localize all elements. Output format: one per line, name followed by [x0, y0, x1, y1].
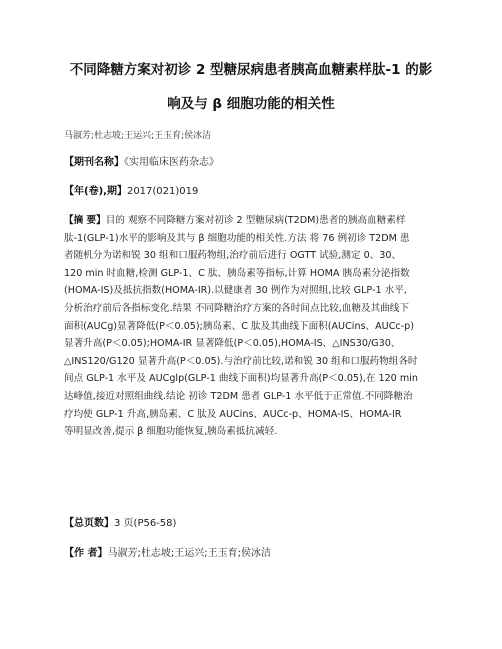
abstract-line: 面积(AUCg)显著降低(P＜0.05);胰岛素、C 肽及其曲线下面积(AUCins、AUCc-p) [64, 320, 414, 332]
abstract-block [64, 212, 440, 441]
paper-title-line-2: 响及与 β 细胞功能的相关性 [167, 96, 335, 112]
year-issue-field [64, 182, 198, 197]
total-pages-field [64, 514, 176, 529]
authors-label: 【作 者】 [64, 548, 108, 559]
abstract-line: 分析治疗前后各指标变化.结果 不同降糖治疗方案的各时间点比较,血糖及其曲线下 [64, 302, 409, 314]
year-issue-value: 2017(021)019 [126, 186, 199, 197]
author-byline: 马淑芳;杜志坡;王运兴;王玉育;侯冰洁 [64, 131, 212, 141]
abstract-line: 达峰值,接近对照组曲线.结论 初诊 T2DM 患者 GLP-1 水平低于正常值.不同降糖治 [64, 390, 413, 402]
journal-value: 《实用临床医药杂志》 [124, 157, 219, 168]
abstract-line: 显著升高(P＜0.05);HOMA-IR 显著降低(P＜0.05),HOMA-IS、△INS30/G30、 [64, 338, 401, 350]
journal-field [64, 153, 219, 168]
paper-title-line-1: 不同降糖方案对初诊 2 型糖尿病患者胰高血糖素样肽-1 的影 [69, 62, 433, 78]
abstract-line: 肽-1(GLP-1)水平的影响及其与 β 细胞功能的相关性.方法 将 76 例初诊 T2DM 患 [64, 232, 410, 244]
abstract-line: 等明显改善,提示 β 细胞功能恢复,胰岛素抵抗减轻. [64, 426, 278, 438]
journal-label: 【期刊名称】 [64, 157, 124, 168]
abstract-line: △INS120/G120 显著升高(P＜0.05).与治疗前比较,诺和锐 30 组和口服药物组各时 [64, 355, 418, 367]
abstract-line: (HOMA-IS)及抵抗指数(HOMA-IR).以健康者 30 例作为对照组,比较 GLP-1 水平, [64, 285, 407, 297]
abstract-line: 间点 GLP-1 水平及 AUCglp(GLP-1 曲线下面积)均显著升高(P＜0.05),在 120 min [64, 373, 418, 385]
abstract-label: 【摘 要】 [64, 215, 106, 226]
authors-value: 马淑芳;杜志坡;王运兴;王玉育;侯冰洁 [107, 548, 271, 559]
abstract-line: 120 min 时血糖,检测 GLP-1、C 肽、胰岛素等指标,计算 HOMA 胰岛素分泌指数 [64, 267, 410, 279]
year-issue-label: 【年(卷),期】 [64, 186, 127, 197]
total-pages-value: 3 页(P56-58) [114, 518, 177, 529]
authors-field [64, 544, 271, 559]
abstract-line: 者随机分为诺和锐 30 组和口服药物组,治疗前后进行 OGTT 试验,测定 0、30、 [64, 250, 402, 262]
abstract-line: 疗均使 GLP-1 升高,胰岛素、C 肽及 AUCins、AUCc-p、HOMA-IS、HOMA-IR [64, 408, 402, 420]
abstract-line: 【摘 要】目的 观察不同降糖方案对初诊 2 型糖尿病(T2DM)患者的胰高血糖素样 [64, 215, 406, 226]
total-pages-label: 【总页数】 [64, 518, 114, 529]
